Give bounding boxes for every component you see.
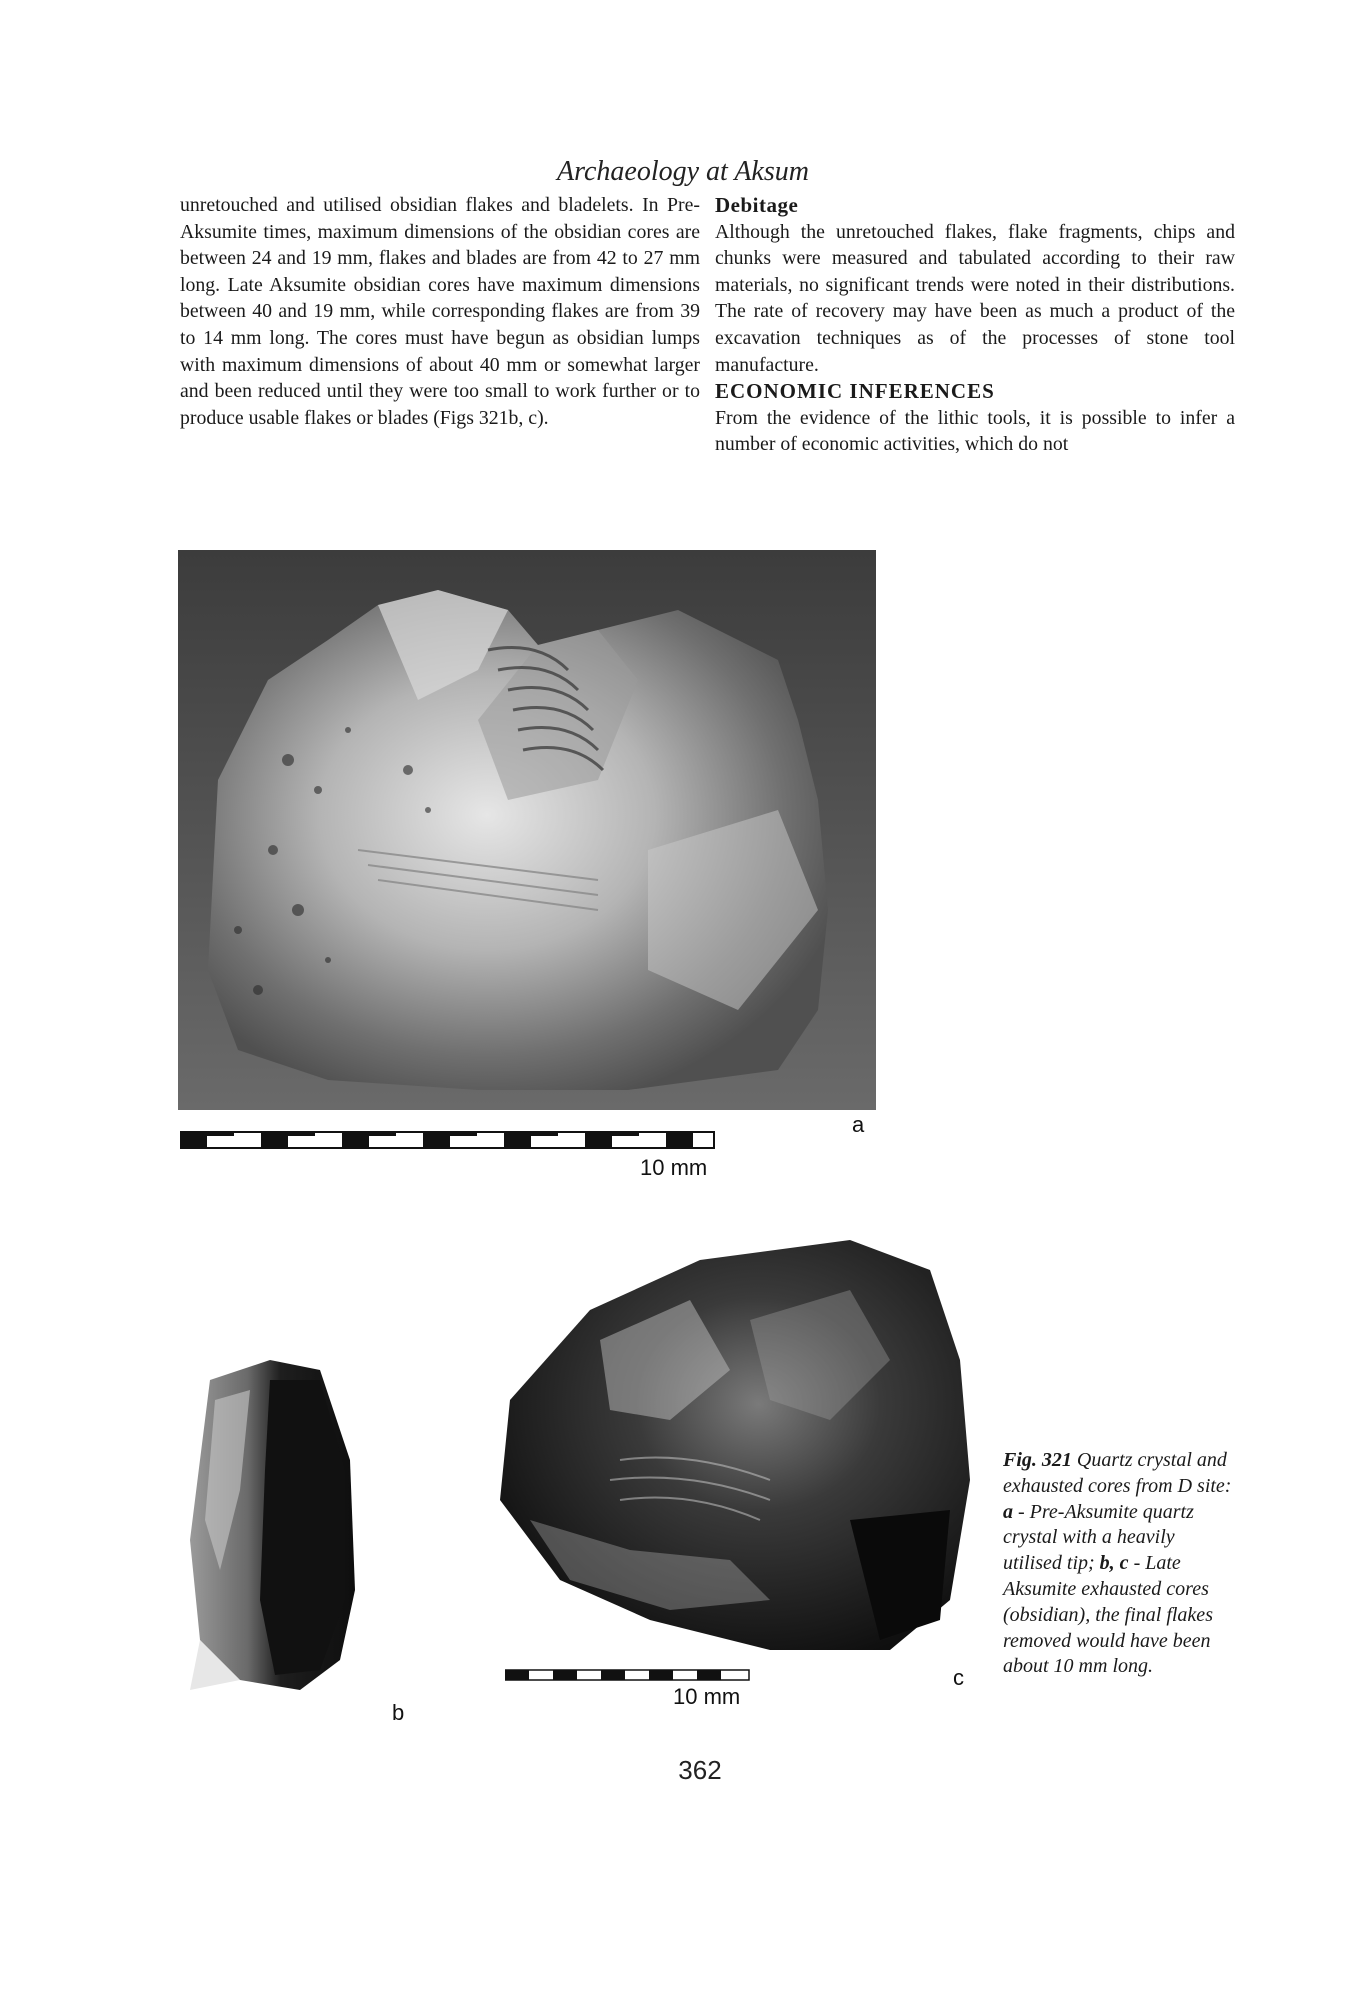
figure-caption [1003, 1448, 1233, 1680]
figure-label-b: b [392, 1700, 405, 1725]
left-paragraph: unretouched and utilised obsidian flakes and bladelets. In Pre-Aksumite times, maximum dimensions of the obsidian cores are between 24 and 19 mm, flakes and blades are from 42 to 27 mm long. Late Aksumite obsidian cores have maximum dimensions between 40 and 19 mm, while corresponding flakes are from 39 to 14 mm long. The cores must have begun as obsidian lumps with maximum dimensions of about 40 mm or somewhat larger and been reduced until they were too small to work further or to produce usable flakes or blades (Figs 321b, c). [180, 194, 700, 429]
debitage-paragraph: Although the unretouched flakes, flake fragments, chips and chunks were measured and tabulated according to their raw materials, no significant trends were noted in their distributions. The rate of recovery may have been as much a product of the excavation techniques as of the processes of stone tool manufacture. [715, 220, 1235, 376]
figure-label-a: a [852, 1112, 865, 1137]
caption-item-a-key: a [1003, 1500, 1013, 1523]
right-column [715, 192, 1235, 458]
quartz-crystal-photo [178, 550, 876, 1110]
obsidian-core-b-photo [180, 1340, 380, 1740]
page-number: 362 [678, 1755, 722, 1785]
caption-item-bc-text: - Late Aksumite exhausted cores (obsidian), the final flakes removed would have been about 10 mm long. [1003, 1552, 1213, 1678]
caption-item-bc-key: b, c [1099, 1552, 1129, 1575]
scale-bar-bc [505, 1668, 755, 1684]
scale-label-a: 10 mm [640, 1155, 708, 1180]
scale-label-bc: 10 mm [673, 1684, 741, 1709]
left-column [180, 192, 700, 431]
caption-title: Quartz crystal and exhausted cores from D site: [1003, 1449, 1232, 1497]
obsidian-core-c-photo [470, 1220, 990, 1690]
scale-bar-a [180, 1130, 720, 1152]
economic-inferences-heading: ECONOMIC INFERENCES [715, 379, 995, 404]
figure-label-c: c [953, 1665, 964, 1690]
economic-inferences-paragraph: From the evidence of the lithic tools, it is possible to infer a number of economic activities, which do not [715, 406, 1235, 456]
debitage-subheading: Debitage [715, 193, 799, 217]
running-head: Archaeology at Aksum [557, 156, 809, 187]
caption-fig-number: Fig. 321 [1003, 1449, 1072, 1471]
caption-item-a-text: - Pre-Aksumite quartz crystal with a heavily utilised tip; [1003, 1500, 1194, 1575]
